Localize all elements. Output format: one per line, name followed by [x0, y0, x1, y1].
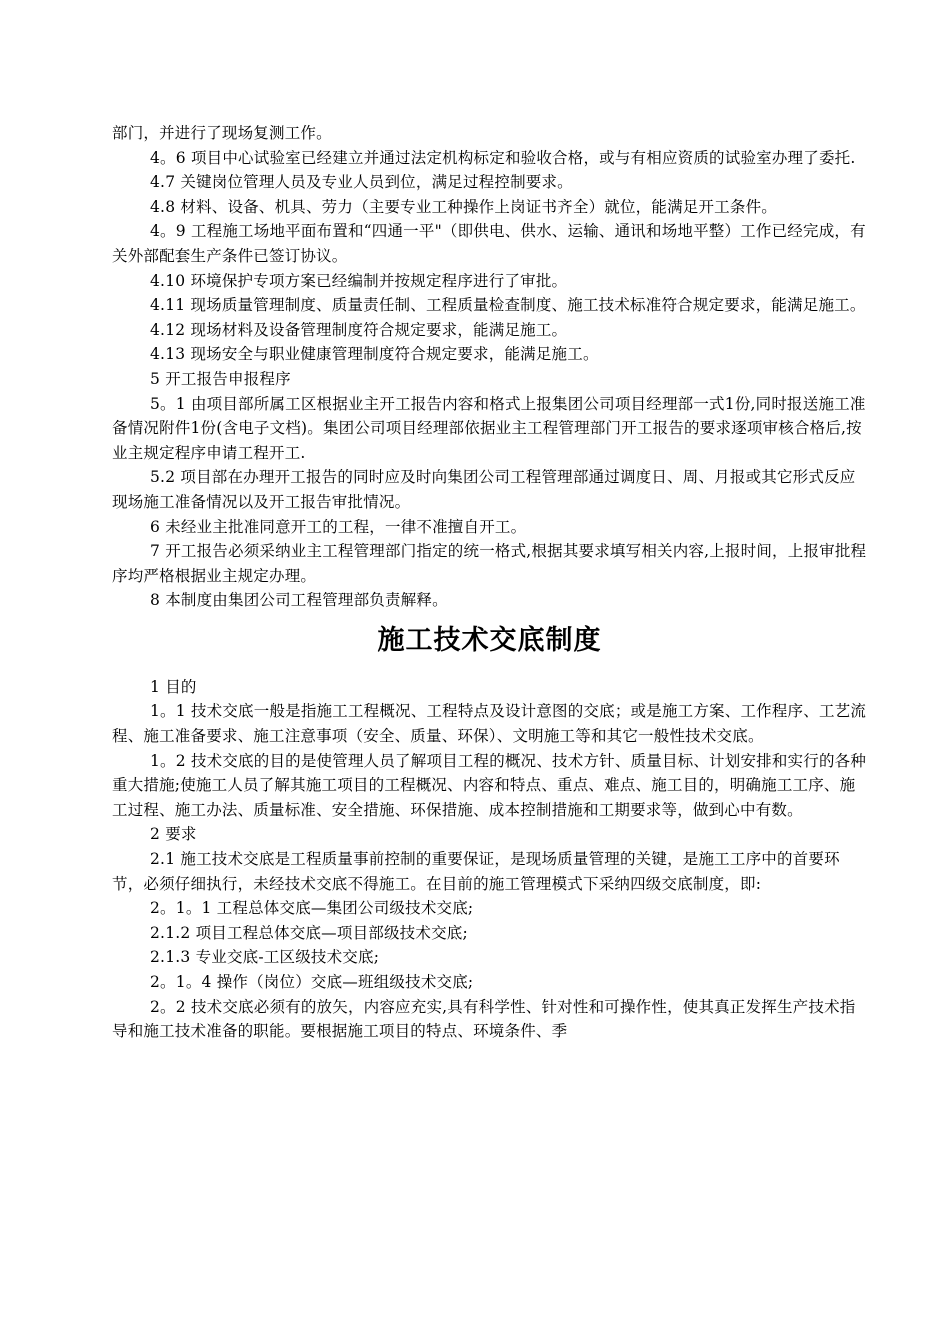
paragraph: 2。2 技术交底必须有的放矢，内容应充实,具有科学性、针对性和可操作性，使其真正发挥生产技术指导和施工技术准备的职能。要根据施工项目的特点、环境条件、季 — [112, 997, 856, 1041]
section-heading: 1 目的 — [150, 677, 197, 696]
paragraph: 1。1 技术交底一般是指施工工程概况、工程特点及设计意图的交底；或是施工方案、工作程序、工艺流程、施工准备要求、施工注意事项（安全、质量、环保）、文明施工等和其它一般性技术交底。 — [112, 702, 867, 746]
paragraph: 部门，并进行了现场复测工作。 — [112, 124, 332, 142]
paragraph: 4.11 现场质量管理制度、质量责任制、工程质量检查制度、施工技术标准符合规定要求，能满足施工。 — [150, 296, 866, 315]
list-item: 2.1.3 专业交底-工区级技术交底; — [150, 948, 380, 967]
paragraph: 5。1 由项目部所属工区根据业主开工报告内容和格式上报集团公司项目经理部一式1份,同时报送施工准备情况附件1份(含电子文档)。集团公司项目经理部依据业主工程管理部门开工报告的要求逐项审核合格后,按业主规定程序申请工程开工. — [112, 394, 866, 462]
paragraph: 2.1 施工技术交底是工程质量事前控制的重要保证，是现场质量管理的关键，是施工工序中的首要环节，必须仔细执行，未经技术交底不得施工。在目前的施工管理模式下采纳四级交底制度，即: — [112, 850, 840, 893]
paragraph: 4.13 现场安全与职业健康管理制度符合规定要求，能满足施工。 — [150, 345, 599, 364]
paragraph: 8 本制度由集团公司工程管理部负责解释。 — [150, 591, 448, 610]
list-item: 2.1.2 项目工程总体交底—项目部级技术交底; — [150, 923, 468, 942]
list-item: 2。1。4 操作（岗位）交底—班组级技术交底; — [150, 973, 474, 991]
paragraph: 4.8 材料、设备、机具、劳力（主要专业工种操作上岗证书齐全）就位，能满足开工条件。 — [150, 197, 777, 216]
list-item: 2。1。1 工程总体交底—集团公司级技术交底; — [150, 899, 474, 918]
paragraph: 4。6 项目中心试验室已经建立并通过法定机构标定和验收合格，或与有相应资质的试验室办理了委托. — [150, 148, 856, 167]
document-title: 施工技术交底制度 — [377, 624, 602, 656]
paragraph: 4.12 现场材料及设备管理制度符合规定要求，能满足施工。 — [150, 320, 568, 339]
section-heading: 2 要求 — [150, 825, 197, 844]
paragraph: 6 未经业主批准同意开工的工程，一律不准擅自开工。 — [150, 517, 527, 536]
paragraph: 4.10 环境保护专项方案已经编制并按规定程序进行了审批。 — [150, 271, 568, 290]
section-heading: 5 开工报告申报程序 — [150, 369, 291, 388]
paragraph: 4.7 关键岗位管理人员及专业人员到位，满足过程控制要求。 — [150, 173, 573, 192]
paragraph: 4。9 工程施工场地平面布置和“四通一平"（即供电、供水、运输、通讯和场地平整）工作已经完成，有关外部配套生产条件已签订协议。 — [112, 222, 866, 265]
paragraph: 7 开工报告必须采纳业主工程管理部门指定的统一格式,根据其要求填写相关内容,上报时间，上报审批程序均严格根据业主规定办理。 — [112, 542, 867, 585]
paragraph: 5.2 项目部在办理开工报告的同时应及时向集团公司工程管理部通过调度日、周、月报或其它形式反应现场施工准备情况以及开工报告审批情况。 — [112, 468, 856, 511]
paragraph: 1。2 技术交底的目的是使管理人员了解项目工程的概况、技术方针、质量目标、计划安排和实行的各种重大措施;使施工人员了解其施工项目的工程概况、内容和特点、重点、难点、施工目的，明确施工工序、施工过程、施工办法、质量标准、安全措施、环保措施、成本控制措施和工期要求等，做到心中有数。 — [112, 751, 867, 819]
document-body — [112, 121, 867, 1044]
